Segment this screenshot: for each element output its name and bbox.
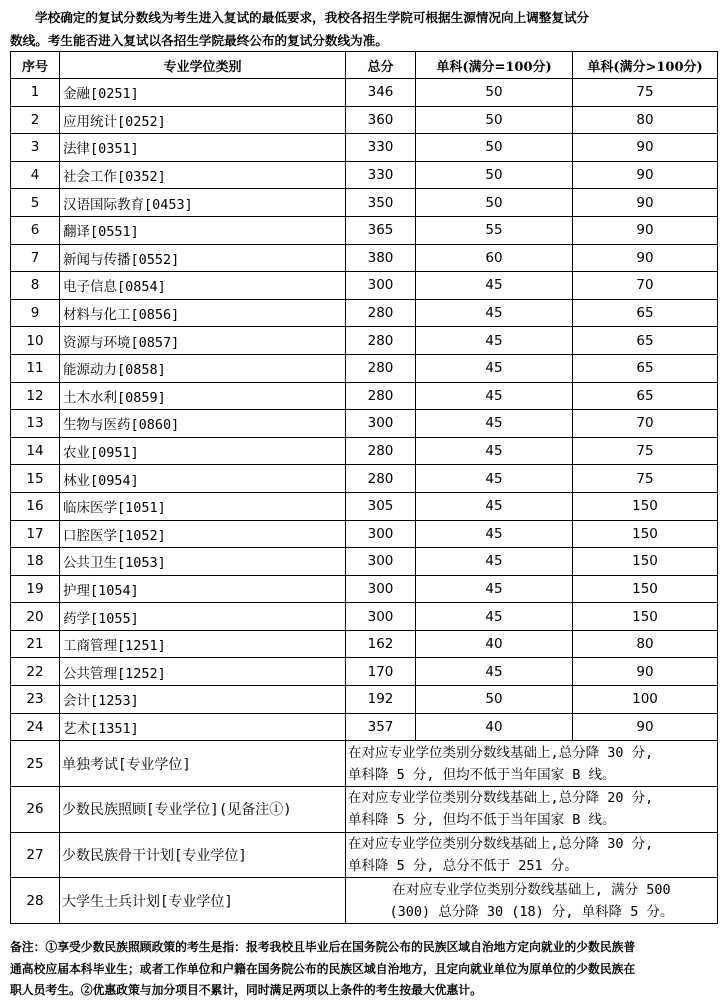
- cell-category: 能源动力[0858]: [60, 354, 346, 382]
- cell-no: 11: [11, 354, 60, 382]
- table-row: [11, 658, 718, 686]
- cell-category: 口腔医学[1052]: [60, 520, 346, 548]
- cell-single-100: 45: [416, 272, 573, 300]
- cell-single-gt100: 70: [573, 410, 718, 438]
- cell-single-100: 60: [416, 244, 573, 272]
- cell-no: 20: [11, 603, 60, 631]
- cell-single-100: 45: [416, 603, 573, 631]
- table-row-special: [11, 878, 718, 924]
- cell-category: 材料与化工[0856]: [60, 299, 346, 327]
- cell-single-100: 45: [416, 548, 573, 576]
- cell-category: 金融[0251]: [60, 79, 346, 107]
- cell-total: 300: [346, 575, 416, 603]
- table-row: [11, 465, 718, 493]
- cell-single-100: 45: [416, 658, 573, 686]
- cell-category: 公共卫生[1053]: [60, 548, 346, 576]
- cell-total: 330: [346, 161, 416, 189]
- cell-single-gt100: 90: [573, 161, 718, 189]
- table-row: [11, 410, 718, 438]
- cell-no: 2: [11, 106, 60, 134]
- cell-total: 280: [346, 465, 416, 493]
- cell-category: 农业[0951]: [60, 437, 346, 465]
- cell-single-100: 45: [416, 575, 573, 603]
- policy-note-line-1: 在对应专业学位类别分数线基础上,总分降 30 分,: [348, 744, 654, 761]
- cell-no: 5: [11, 189, 60, 217]
- cell-single-100: 45: [416, 492, 573, 520]
- intro-line-2: 数线。考生能否进入复试以各招生学院最终公布的复试分数线为准。: [10, 33, 388, 48]
- table-row: [11, 575, 718, 603]
- cell-single-gt100: 65: [573, 382, 718, 410]
- table-row: [11, 299, 718, 327]
- cell-category: 应用统计[0252]: [60, 106, 346, 134]
- cell-category: 少数民族照顾[专业学位](见备注①): [60, 786, 346, 832]
- cell-category: 汉语国际教育[0453]: [60, 189, 346, 217]
- table-row-special: [11, 832, 718, 878]
- cell-single-gt100: 80: [573, 630, 718, 658]
- cell-no: 12: [11, 382, 60, 410]
- cell-no: 6: [11, 216, 60, 244]
- policy-note-line-2: (300) 总分降 30 (18) 分, 单科降 5 分。: [389, 903, 674, 920]
- header-single-100: 单科(满分=100分): [416, 52, 573, 79]
- table-row: [11, 272, 718, 300]
- cell-single-100: 45: [416, 437, 573, 465]
- cell-no: 4: [11, 161, 60, 189]
- policy-note-line-2: 单科降 5 分, 但均不低于当年国家 B 线。: [348, 766, 616, 783]
- cell-policy-note: [346, 878, 718, 924]
- cell-no: 19: [11, 575, 60, 603]
- table-row: [11, 437, 718, 465]
- cell-total: 280: [346, 299, 416, 327]
- cell-single-100: 40: [416, 713, 573, 741]
- cell-total: 280: [346, 437, 416, 465]
- header-single-gt100: 单科(满分>100分): [573, 52, 718, 79]
- cell-single-gt100: 150: [573, 492, 718, 520]
- table-row: [11, 713, 718, 741]
- cell-category: 大学生士兵计划[专业学位]: [60, 878, 346, 924]
- cell-total: 380: [346, 244, 416, 272]
- cell-single-gt100: 75: [573, 465, 718, 493]
- cell-single-gt100: 90: [573, 189, 718, 217]
- cell-single-100: 45: [416, 354, 573, 382]
- cell-total: 300: [346, 548, 416, 576]
- cell-category: 生物与医药[0860]: [60, 410, 346, 438]
- cell-total: 300: [346, 520, 416, 548]
- cell-total: 346: [346, 79, 416, 107]
- cell-single-gt100: 90: [573, 658, 718, 686]
- cell-single-100: 45: [416, 410, 573, 438]
- header-no: 序号: [11, 52, 60, 79]
- cell-category: 社会工作[0352]: [60, 161, 346, 189]
- cell-total: 360: [346, 106, 416, 134]
- cell-no: 17: [11, 520, 60, 548]
- cell-single-gt100: 150: [573, 520, 718, 548]
- policy-note-line-1: 在对应专业学位类别分数线基础上,总分降 20 分,: [348, 790, 654, 807]
- cell-no: 13: [11, 410, 60, 438]
- remark-line-1: 备注：①享受少数民族照顾政策的考生是指：报考我校且毕业后在国务院公布的民族区域自治地方定向就业的少数民族普: [10, 940, 636, 954]
- cell-single-100: 45: [416, 327, 573, 355]
- intro-paragraph: [10, 6, 720, 52]
- cell-total: 357: [346, 713, 416, 741]
- cell-single-100: 40: [416, 630, 573, 658]
- cell-no: 26: [11, 786, 60, 832]
- cell-single-gt100: 150: [573, 548, 718, 576]
- cell-single-100: 45: [416, 465, 573, 493]
- cell-total: 365: [346, 216, 416, 244]
- cell-single-100: 50: [416, 79, 573, 107]
- cell-category: 法律[0351]: [60, 134, 346, 162]
- cell-category: 临床医学[1051]: [60, 492, 346, 520]
- header-category: 专业学位类别: [60, 52, 346, 79]
- cell-single-100: 50: [416, 189, 573, 217]
- table-row-special: [11, 741, 718, 787]
- cell-no: 18: [11, 548, 60, 576]
- cell-single-100: 50: [416, 134, 573, 162]
- cell-no: 24: [11, 713, 60, 741]
- cell-no: 28: [11, 878, 60, 924]
- cell-single-gt100: 65: [573, 354, 718, 382]
- cell-single-gt100: 75: [573, 437, 718, 465]
- cell-single-gt100: 90: [573, 134, 718, 162]
- cell-single-gt100: 70: [573, 272, 718, 300]
- table-row: [11, 603, 718, 631]
- table-row: [11, 216, 718, 244]
- cell-category: 少数民族骨干计划[专业学位]: [60, 832, 346, 878]
- table-row: [11, 354, 718, 382]
- cell-single-gt100: 75: [573, 79, 718, 107]
- cell-total: 330: [346, 134, 416, 162]
- cell-no: 8: [11, 272, 60, 300]
- cell-total: 300: [346, 272, 416, 300]
- cell-total: 170: [346, 658, 416, 686]
- cell-no: 7: [11, 244, 60, 272]
- cell-category: 工商管理[1251]: [60, 630, 346, 658]
- table-row: [11, 79, 718, 107]
- table-row: [11, 327, 718, 355]
- policy-note-line-1: 在对应专业学位类别分数线基础上,总分降 30 分,: [348, 835, 654, 852]
- cell-total: 300: [346, 603, 416, 631]
- cell-single-100: 50: [416, 106, 573, 134]
- table-row: [11, 630, 718, 658]
- cell-no: 21: [11, 630, 60, 658]
- cell-total: 280: [346, 382, 416, 410]
- table-row: [11, 134, 718, 162]
- cell-category: 会计[1253]: [60, 686, 346, 714]
- cell-single-gt100: 65: [573, 299, 718, 327]
- cell-single-gt100: 65: [573, 327, 718, 355]
- table-row: [11, 189, 718, 217]
- table-row: [11, 686, 718, 714]
- cell-single-gt100: 150: [573, 575, 718, 603]
- cell-policy-note: [346, 832, 718, 878]
- table-body: [11, 79, 718, 924]
- score-table: [10, 51, 718, 924]
- table-row: [11, 548, 718, 576]
- cell-single-100: 45: [416, 382, 573, 410]
- cell-single-100: 55: [416, 216, 573, 244]
- cell-no: 16: [11, 492, 60, 520]
- table-row: [11, 492, 718, 520]
- intro-line-1: 学校确定的复试分数线为考生进入复试的最低要求，我校各招生学院可根据生源情况向上调整复试分: [35, 10, 590, 25]
- cell-single-gt100: 90: [573, 216, 718, 244]
- cell-single-gt100: 90: [573, 713, 718, 741]
- cell-no: 23: [11, 686, 60, 714]
- cell-no: 9: [11, 299, 60, 327]
- cell-no: 14: [11, 437, 60, 465]
- policy-note-line-2: 单科降 5 分, 总分不低于 251 分。: [348, 857, 578, 874]
- table-row: [11, 106, 718, 134]
- cell-total: 350: [346, 189, 416, 217]
- cell-policy-note: [346, 741, 718, 787]
- remark-note: [10, 937, 720, 1002]
- cell-total: 280: [346, 327, 416, 355]
- cell-no: 27: [11, 832, 60, 878]
- cell-single-100: 50: [416, 686, 573, 714]
- cell-category: 土木水利[0859]: [60, 382, 346, 410]
- cell-no: 25: [11, 741, 60, 787]
- cell-no: 15: [11, 465, 60, 493]
- cell-single-100: 50: [416, 161, 573, 189]
- table-row: [11, 520, 718, 548]
- cell-category: 公共管理[1252]: [60, 658, 346, 686]
- cell-category: 新闻与传播[0552]: [60, 244, 346, 272]
- remark-line-2: 通高校应届本科毕业生；或者工作单位和户籍在国务院公布的民族区域自治地方，且定向就业单位为原单位的少数民族在: [10, 961, 636, 976]
- policy-note-line-1: 在对应专业学位类别分数线基础上, 满分 500: [392, 881, 671, 898]
- table-header-row: [11, 52, 718, 79]
- cell-single-100: 45: [416, 299, 573, 327]
- cell-category: 电子信息[0854]: [60, 272, 346, 300]
- cell-category: 护理[1054]: [60, 575, 346, 603]
- cell-no: 10: [11, 327, 60, 355]
- cell-category: 单独考试[专业学位]: [60, 741, 346, 787]
- cell-total: 280: [346, 354, 416, 382]
- cell-no: 3: [11, 134, 60, 162]
- table-row: [11, 161, 718, 189]
- table-row: [11, 382, 718, 410]
- cell-policy-note: [346, 786, 718, 832]
- cell-no: 22: [11, 658, 60, 686]
- cell-category: 艺术[1351]: [60, 713, 346, 741]
- cell-no: 1: [11, 79, 60, 107]
- cell-total: 162: [346, 630, 416, 658]
- header-total: 总分: [346, 52, 416, 79]
- policy-note-line-2: 单科降 5 分, 但均不低于当年国家 B 线。: [348, 812, 616, 829]
- cell-single-100: 45: [416, 520, 573, 548]
- cell-category: 林业[0954]: [60, 465, 346, 493]
- cell-total: 300: [346, 410, 416, 438]
- cell-single-gt100: 150: [573, 603, 718, 631]
- cell-single-gt100: 80: [573, 106, 718, 134]
- cell-category: 资源与环境[0857]: [60, 327, 346, 355]
- cell-category: 翻译[0551]: [60, 216, 346, 244]
- cell-single-gt100: 100: [573, 686, 718, 714]
- cell-single-gt100: 90: [573, 244, 718, 272]
- remark-line-3: 职人员考生。②优惠政策与加分项目不累计，同时满足两项以上条件的考生按最大优惠计。: [10, 983, 482, 997]
- cell-total: 305: [346, 492, 416, 520]
- table-row-special: [11, 786, 718, 832]
- cell-category: 药学[1055]: [60, 603, 346, 631]
- table-row: [11, 244, 718, 272]
- cell-total: 192: [346, 686, 416, 714]
